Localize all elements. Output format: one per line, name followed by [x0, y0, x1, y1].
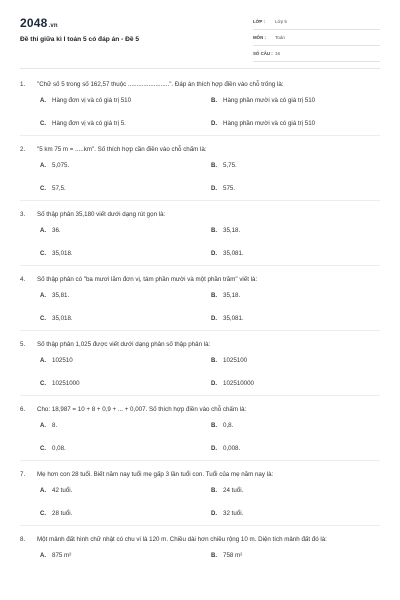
question-divider [20, 395, 380, 396]
meta-label: SỐ CÂU : [253, 51, 273, 56]
option-c[interactable] [40, 445, 66, 452]
option-letter: B. [211, 293, 217, 299]
option-text: 102510000 [223, 380, 254, 387]
question-divider [20, 460, 380, 461]
option-list [20, 227, 380, 265]
option-a[interactable] [40, 162, 69, 169]
option-c[interactable] [40, 510, 72, 517]
option-text: 57,5. [52, 185, 66, 192]
question-divider [20, 265, 380, 266]
option-text: 35,81. [52, 292, 70, 299]
option-list [20, 422, 380, 460]
question-text [20, 145, 380, 154]
question-body: Số thập phân 1,025 được viết dưới dạng phân số thập phân là: [37, 341, 211, 348]
option-text: 35,18. [223, 292, 241, 299]
question-number: 5. [20, 341, 26, 348]
question-8 [20, 535, 380, 590]
option-letter: D. [211, 251, 217, 257]
option-letter: A. [40, 488, 46, 494]
option-c[interactable] [40, 185, 66, 192]
option-text: 1025100 [223, 357, 248, 364]
question-body: Cho: 18,987 = 10 + 8 + 0,9 + ... + 0,007. Số thích hợp điền vào chỗ chấm là: [37, 406, 247, 413]
question-divider [20, 330, 380, 331]
option-text: 24 tuổi. [223, 487, 244, 494]
option-b[interactable] [211, 487, 243, 494]
option-text: 0,8. [223, 422, 234, 429]
question-list [20, 80, 380, 590]
option-letter: C. [40, 186, 46, 192]
option-text: 36. [52, 227, 61, 234]
option-text: 5,75. [223, 162, 237, 169]
option-letter: C. [40, 121, 46, 127]
question-5 [20, 340, 380, 396]
option-letter: C. [40, 381, 46, 387]
option-text: Hàng phần mười và có giá trị 510 [223, 97, 316, 104]
option-letter: C. [40, 511, 46, 517]
option-letter: D. [211, 316, 217, 322]
option-letter: D. [211, 121, 217, 127]
option-text: 758 m² [223, 552, 243, 559]
option-list [20, 292, 380, 330]
question-3 [20, 210, 380, 266]
option-text: 575. [223, 185, 236, 192]
header-divider [20, 68, 380, 69]
option-letter: D. [211, 511, 217, 517]
option-letter: D. [211, 381, 217, 387]
question-1 [20, 80, 380, 136]
option-c[interactable] [40, 380, 80, 387]
question-divider [20, 135, 380, 136]
option-text: 875 m² [52, 552, 72, 559]
logo-main: 2048 [20, 16, 48, 30]
option-d[interactable] [211, 445, 240, 452]
option-a[interactable] [40, 97, 131, 104]
option-a[interactable] [40, 487, 72, 494]
option-b[interactable] [211, 357, 247, 364]
meta-value: 16 [275, 51, 281, 56]
question-body: "5 km 75 m = .....km". Số thích hợp cần điền vào chỗ chấm là: [37, 146, 207, 153]
option-d[interactable] [211, 510, 243, 517]
meta-label: MÔN : [253, 35, 266, 40]
option-c[interactable] [40, 120, 126, 127]
option-letter: A. [40, 228, 46, 234]
option-c[interactable] [40, 250, 73, 257]
option-b[interactable] [211, 162, 237, 169]
question-divider [20, 525, 380, 526]
option-letter: A. [40, 358, 46, 364]
option-b[interactable] [211, 292, 240, 299]
question-divider [20, 200, 380, 201]
question-text [20, 340, 380, 349]
option-text: 35,081. [223, 250, 244, 257]
option-a[interactable] [40, 422, 57, 429]
question-number: 2. [20, 146, 26, 153]
option-text: 28 tuổi. [52, 510, 73, 517]
option-text: 42 tuổi. [52, 487, 73, 494]
option-a[interactable] [40, 227, 61, 234]
option-list [20, 162, 380, 200]
option-letter: B. [211, 98, 217, 104]
option-list [20, 487, 380, 525]
question-text [20, 405, 380, 414]
option-letter: A. [40, 423, 46, 429]
option-letter: A. [40, 293, 46, 299]
option-b[interactable] [211, 97, 315, 104]
question-body: Số thập phân có "ba mươi lăm đơn vị, tám phần mười và một phần trăm" viết là: [37, 276, 258, 283]
question-body: "Chữ số 5 trong số 162,57 thuộc ........................". Đáp án thích hợp điền vào chỗ trống là: [37, 81, 284, 88]
option-text: Hàng đơn vị và có giá trị 5. [52, 120, 126, 127]
option-text: 10251000 [52, 380, 80, 387]
option-letter: A. [40, 553, 46, 559]
option-a[interactable] [40, 292, 69, 299]
option-letter: B. [211, 163, 217, 169]
option-d[interactable] [211, 250, 244, 257]
question-text [20, 470, 380, 479]
option-letter: C. [40, 446, 46, 452]
option-text: Hàng đơn vị và có giá trị 510 [52, 97, 132, 104]
option-a[interactable] [40, 357, 73, 364]
option-text: 35,081. [223, 315, 244, 322]
option-letter: B. [211, 488, 217, 494]
option-a[interactable] [40, 552, 71, 559]
exam-meta [253, 14, 380, 62]
option-d[interactable] [211, 315, 244, 322]
question-4 [20, 275, 380, 331]
option-letter: D. [211, 186, 217, 192]
option-text: 35,18. [223, 227, 241, 234]
question-2 [20, 145, 380, 201]
question-number: 6. [20, 406, 26, 413]
question-text [20, 535, 380, 544]
question-body: Số thập phân 35,180 viết dưới dạng rút gọn là: [37, 211, 166, 218]
meta-label: LỚP : [253, 19, 265, 24]
option-letter: B. [211, 228, 217, 234]
option-letter: B. [211, 358, 217, 364]
option-b[interactable] [211, 422, 233, 429]
option-d[interactable] [211, 120, 315, 127]
option-d[interactable] [211, 380, 254, 387]
meta-value: Toán [275, 35, 285, 40]
logo-suffix: .vn [48, 23, 58, 29]
meta-row-subject [253, 30, 380, 46]
option-text: 35,018. [52, 315, 73, 322]
option-b[interactable] [211, 227, 240, 234]
option-letter: C. [40, 316, 46, 322]
option-list [20, 357, 380, 395]
option-b[interactable] [211, 552, 242, 559]
meta-row-class [253, 14, 380, 30]
option-list [20, 552, 380, 590]
option-text: Hàng phần mười và có giá trị 510 [223, 120, 316, 127]
question-text [20, 275, 380, 284]
option-letter: C. [40, 251, 46, 257]
option-letter: B. [211, 553, 217, 559]
question-text [20, 80, 380, 89]
site-logo[interactable] [20, 16, 58, 30]
option-letter: A. [40, 98, 46, 104]
question-text [20, 210, 380, 219]
question-body: Một mảnh đất hình chữ nhật có chu vi là 120 m. Chiều dài hơn chiều rộng 10 m. Diện tích mảnh đất đó là: [37, 536, 327, 543]
option-letter: D. [211, 446, 217, 452]
option-letter: B. [211, 423, 217, 429]
option-list [20, 97, 380, 135]
question-6 [20, 405, 380, 461]
question-number: 3. [20, 211, 26, 218]
option-text: 35,018. [52, 250, 73, 257]
exam-header [20, 14, 380, 64]
question-number: 4. [20, 276, 26, 283]
exam-title: Đề thi giữa kì I toán 5 có đáp án - Đề 5 [20, 36, 140, 43]
option-d[interactable] [211, 185, 235, 192]
option-text: 8. [52, 422, 58, 429]
meta-value: Lớp 5 [275, 19, 287, 24]
question-body: Mẹ hơn con 28 tuổi. Biết năm nay tuổi mẹ gấp 3 lần tuổi con. Tuổi của mẹ năm nay là: [37, 471, 274, 478]
question-number: 1. [20, 81, 26, 88]
meta-row-count [253, 46, 380, 62]
option-text: 32 tuổi. [223, 510, 244, 517]
option-text: 0,008. [223, 445, 241, 452]
question-7 [20, 470, 380, 526]
option-letter: A. [40, 163, 46, 169]
option-text: 102510 [52, 357, 73, 364]
option-c[interactable] [40, 315, 73, 322]
question-number: 8. [20, 536, 26, 543]
option-text: 0,08. [52, 445, 66, 452]
option-text: 5,075. [52, 162, 70, 169]
question-number: 7. [20, 471, 26, 478]
